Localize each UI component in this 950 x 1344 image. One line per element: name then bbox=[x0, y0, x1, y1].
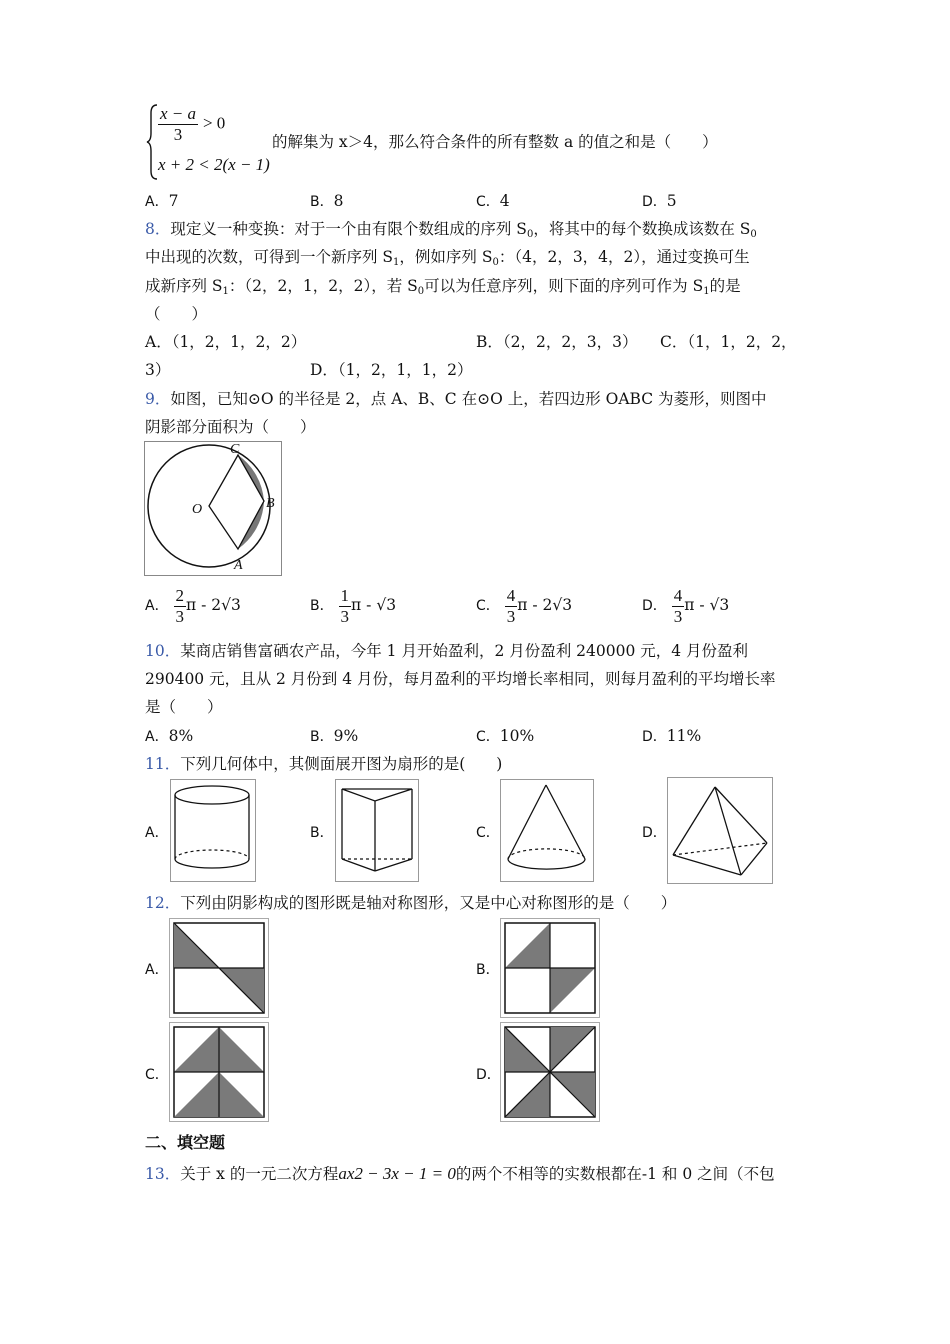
q12-label-a[interactable]: A． bbox=[145, 962, 169, 978]
q7-option-a[interactable]: A．7 bbox=[145, 192, 179, 210]
q7-fraction bbox=[158, 104, 198, 145]
q9-option-d[interactable]: D． $\frac{4}{3}$ π - √3 bbox=[642, 585, 730, 626]
q7-option-d[interactable]: D．5 bbox=[642, 192, 677, 210]
q10-option-b[interactable]: B．9% bbox=[310, 727, 359, 745]
q11-cone-figure[interactable] bbox=[500, 779, 594, 882]
q10-line2: 290400 元，且从 2 月份到 4 月份，每月盈利的平均增长率相同，则每月盈利的平均增长率 bbox=[145, 670, 776, 688]
q8-number: 8． bbox=[145, 220, 171, 238]
q13-number: 13． bbox=[145, 1165, 181, 1183]
q12-figure-a[interactable] bbox=[169, 918, 269, 1018]
q13-line1: 13．关于 x 的一元二次方程ax2 − 3x − 1 = 0的两个不相等的实数根都在-1 和 0 之间（不包 bbox=[145, 1164, 775, 1183]
q13-equation: ax2 − 3x − 1 = 0 bbox=[338, 1164, 456, 1183]
q12-line1: 12．下列由阴影构成的图形既是轴对称图形，又是中心对称图形的是（ ） bbox=[145, 894, 677, 912]
q10-number: 10． bbox=[145, 642, 181, 660]
q8-option-c-cont: 3） bbox=[145, 361, 171, 379]
q12-label-b[interactable]: B． bbox=[476, 962, 500, 978]
q7-relation: > 0 bbox=[202, 113, 226, 133]
q8-option-a[interactable]: A．（1，2，1，2，2） bbox=[145, 333, 307, 351]
q11-prism-figure[interactable] bbox=[335, 779, 419, 882]
q7-option-c[interactable]: C．4 bbox=[476, 192, 510, 210]
q10-option-d[interactable]: D．11% bbox=[642, 727, 702, 745]
q11-label-c[interactable]: C． bbox=[476, 825, 500, 841]
q11-label-d[interactable]: D． bbox=[642, 825, 667, 841]
q9-option-c[interactable]: C． $\frac{4}{3}$ π - 2√3 bbox=[476, 585, 573, 626]
q11-number: 11． bbox=[145, 755, 181, 773]
q8-line4: （ ） bbox=[145, 305, 208, 323]
q9-label-o: O bbox=[192, 502, 203, 517]
q12-figure-b[interactable] bbox=[500, 918, 600, 1018]
q9-number: 9． bbox=[145, 390, 171, 408]
q9-label-b: B bbox=[266, 496, 275, 511]
q10-option-c[interactable]: C．10% bbox=[476, 727, 535, 745]
q11-label-b[interactable]: B． bbox=[310, 825, 334, 841]
q12-figure-c[interactable] bbox=[169, 1022, 269, 1122]
q11-cylinder-figure[interactable] bbox=[170, 779, 256, 882]
q8-line2: 中出现的次数，可得到一个新序列 $S_1$，例如序列 $S_0$：（4，2，3，4，2），通过变换可生 bbox=[145, 248, 750, 268]
q9-label-a: A bbox=[234, 558, 243, 573]
q9-circle-figure bbox=[144, 441, 282, 576]
q10-option-a[interactable]: A．8% bbox=[145, 727, 194, 745]
q9-option-a[interactable]: A． $\frac{2}{3}$ π - 2√3 bbox=[145, 585, 241, 626]
q12-figure-d[interactable] bbox=[500, 1022, 600, 1122]
q11-label-a[interactable]: A． bbox=[145, 825, 169, 841]
q12-label-c[interactable]: C． bbox=[145, 1067, 169, 1083]
q12-label-d[interactable]: D． bbox=[476, 1067, 501, 1083]
section-heading-fill-in: 二、填空题 bbox=[145, 1133, 226, 1152]
q8-option-b[interactable]: B．（2，2，2，3，3） bbox=[476, 333, 638, 351]
q9-line2: 阴影部分面积为（ ） bbox=[145, 418, 316, 436]
q8-option-c[interactable]: C．（1，1，2，2， bbox=[660, 333, 797, 351]
q11-pyramid-figure[interactable] bbox=[667, 777, 773, 884]
q10-line1: 10．某商店销售富硒农产品，今年 1 月开始盈利，2 月份盈利 240000 元，4 月份盈利 bbox=[145, 642, 749, 660]
q8-line3: 成新序列 $S_1$：（2，2，1，2，2），若 $S_0$可以为任意序列，则下面的序列可作为 $S_1$的是 bbox=[145, 277, 741, 297]
left-brace bbox=[145, 103, 159, 181]
q7-fraction-numerator: x − a bbox=[160, 104, 197, 123]
q8-option-d[interactable]: D．（1，2，1，1，2） bbox=[310, 361, 473, 379]
q7-text: 的解集为 x＞4，那么符合条件的所有整数 a 的值之和是（ ） bbox=[272, 133, 718, 151]
q8-line1: 8．现定义一种变换：对于一个由有限个数组成的序列 $S_0$，将其中的每个数换成该数在 $S_0$ bbox=[145, 220, 757, 240]
q10-line3: 是（ ） bbox=[145, 698, 223, 716]
q9-line1: 9．如图，已知⊙O 的半径是 2，点 A、B、C 在⊙O 上，若四边形 OABC 为菱形，则图中 bbox=[145, 390, 767, 408]
q9-option-b[interactable]: B． $\frac{1}{3}$ π - √3 bbox=[310, 585, 397, 626]
q12-number: 12． bbox=[145, 894, 181, 912]
q11-line1: 11．下列几何体中，其侧面展开图为扇形的是( ) bbox=[145, 755, 503, 773]
q9-label-c: C bbox=[230, 442, 240, 457]
q7-fraction-denominator: 3 bbox=[173, 125, 183, 144]
q7-second-inequality: x + 2 < 2(x − 1) bbox=[158, 155, 270, 174]
q7-option-b[interactable]: B．8 bbox=[310, 192, 344, 210]
